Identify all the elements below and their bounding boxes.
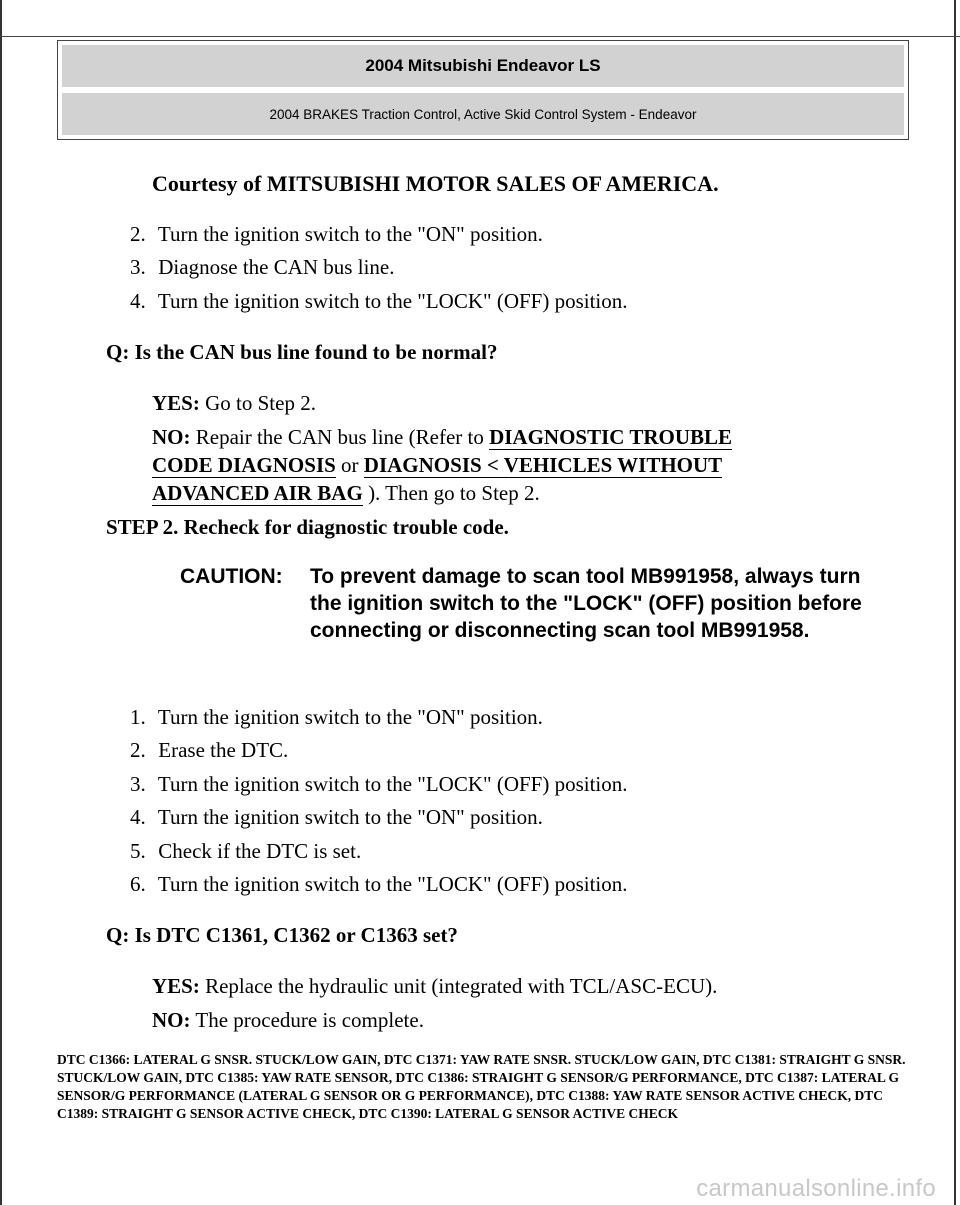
answer-yes-2: YES: Replace the hydraulic unit (integrated with TCL/ASC-ECU).	[152, 974, 718, 998]
list-item: 4. Turn the ignition switch to the "LOCK" (OFF) position.	[130, 289, 628, 313]
watermark: carmanualsonline.info	[696, 1175, 936, 1202]
link-diagnostic-trouble-code[interactable]: DIAGNOSTIC TROUBLE	[489, 425, 733, 449]
link-diagnosis-vehicles[interactable]: DIAGNOSIS < VEHICLES WITHOUT	[363, 453, 723, 477]
header-subtitle: 2004 BRAKES Traction Control, Active Skid Control System - Endeavor	[61, 92, 905, 136]
list-item: 3. Turn the ignition switch to the "LOCK" (OFF) position.	[130, 772, 628, 796]
list-item: 1. Turn the ignition switch to the "ON" position.	[130, 705, 543, 729]
answer-yes-1: YES: Go to Step 2.	[152, 391, 316, 415]
list-item: 5. Check if the DTC is set.	[130, 839, 362, 863]
list-item: 6. Turn the ignition switch to the "LOCK" (OFF) position.	[130, 872, 628, 896]
list-item: 3. Diagnose the CAN bus line.	[130, 255, 395, 279]
document-header	[57, 40, 909, 140]
answer-no-1-line3: ADVANCED AIR BAG ). Then go to Step 2.	[152, 481, 540, 505]
step-2-heading: STEP 2. Recheck for diagnostic trouble code.	[106, 515, 509, 539]
top-rule	[0, 36, 960, 37]
list-item: 2. Erase the DTC.	[130, 738, 289, 762]
question-2: Q: Is DTC C1361, C1362 or C1363 set?	[106, 923, 458, 947]
question-1: Q: Is the CAN bus line found to be normal?	[106, 340, 498, 364]
list-item: 4. Turn the ignition switch to the "ON" position.	[130, 805, 543, 829]
list-item: 2. Turn the ignition switch to the "ON" position.	[130, 222, 543, 246]
answer-no-1-line2: CODE DIAGNOSIS or DIAGNOSIS < VEHICLES WITHOUT	[152, 453, 723, 477]
caution-text: To prevent damage to scan tool MB991958, always turn the ignition switch to the "LOCK" (OFF) position before connecting or disconnecting scan tool MB991958.	[310, 565, 862, 642]
answer-no-2: NO: The procedure is complete.	[152, 1008, 424, 1032]
dtc-section-heading: DTC C1366: LATERAL G SNSR. STUCK/LOW GAIN, DTC C1371: YAW RATE SNSR. STUCK/LOW GAIN, DTC C1381: STRAIGHT G SNSR. STUCK/LOW GAIN, DTC C1385: YAW RATE SENSOR, DTC C1386: STRAIGHT G SENSOR/G PERFORMANCE, DTC C1387: LATERAL G SENSOR/G PERFORMANCE (LATERAL G SENSOR OR G PERFORMANCE), DTC C1388: YAW RATE SENSOR ACTIVE CHECK, DTC C1389: STRAIGHT G SENSOR ACTIVE CHECK, DTC C1390: LATERAL G SENSOR ACTIVE CHECK	[57, 1052, 906, 1121]
header-title: 2004 Mitsubishi Endeavor LS	[61, 44, 905, 88]
figure-courtesy: Courtesy of MITSUBISHI MOTOR SALES OF AMERICA.	[152, 171, 719, 196]
caution-label: CAUTION:	[180, 565, 283, 588]
answer-no-1-line1: NO: Repair the CAN bus line (Refer to DIAGNOSTIC TROUBLE	[152, 425, 733, 449]
link-diagnostic-trouble-code-2[interactable]: CODE DIAGNOSIS	[152, 453, 336, 477]
link-advanced-air-bag[interactable]: ADVANCED AIR BAG	[152, 481, 363, 505]
